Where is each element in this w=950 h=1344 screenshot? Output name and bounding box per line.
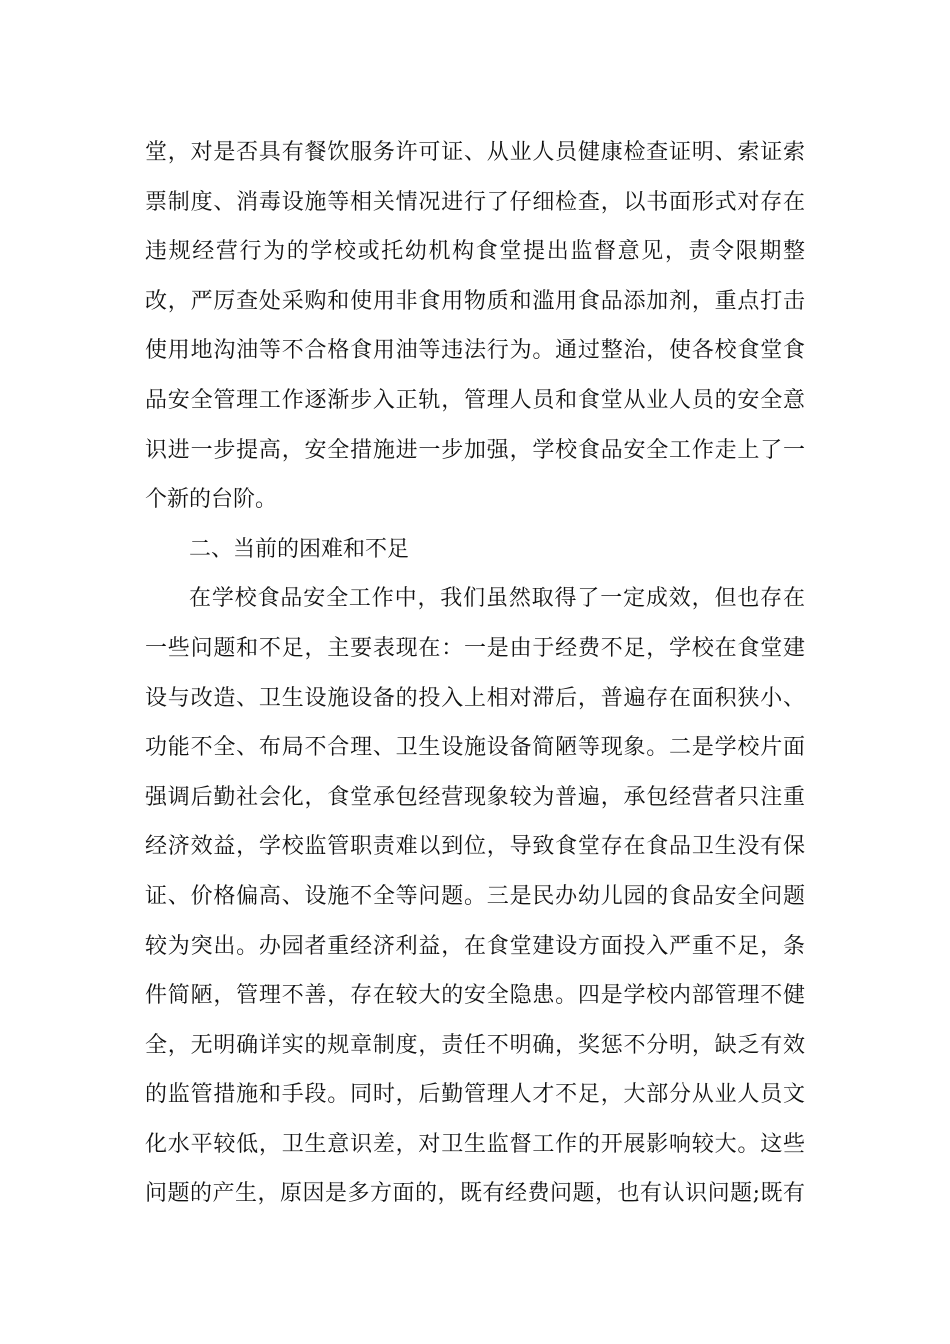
text-line: 设与改造、卫生设施设备的投入上相对滞后，普遍存在面积狭小、	[145, 685, 805, 711]
text-line: 票制度、消毒设施等相关情况进行了仔细检查，以书面形式对存在	[145, 189, 805, 215]
text-line: 的监管措施和手段。同时，后勤管理人才不足，大部分从业人员文	[145, 1082, 805, 1108]
text-line: 问题的产生，原因是多方面的，既有经费问题，也有认识问题;既有	[145, 1181, 805, 1207]
section-heading: 二、当前的困难和不足	[189, 536, 410, 562]
text-line: 一些问题和不足，主要表现在：一是由于经费不足，学校在食堂建	[145, 635, 805, 661]
text-line: 较为突出。办园者重经济利益，在食堂建设方面投入严重不足，条	[145, 933, 805, 959]
text-line: 强调后勤社会化，食堂承包经营现象较为普遍，承包经营者只注重	[145, 784, 805, 810]
text-line: 违规经营行为的学校或托幼机构食堂提出监督意见，责令限期整	[145, 239, 805, 265]
text-line: 证、价格偏高、设施不全等问题。三是民办幼儿园的食品安全问题	[145, 883, 805, 909]
text-line: 堂，对是否具有餐饮服务许可证、从业人员健康检查证明、索证索	[145, 140, 805, 165]
text-line: 功能不全、布局不合理、卫生设施设备简陋等现象。二是学校片面	[145, 735, 805, 761]
document-body	[145, 128, 805, 1219]
text-line: 件简陋，管理不善，存在较大的安全隐患。四是学校内部管理不健	[145, 983, 805, 1009]
text-line: 在学校食品安全工作中，我们虽然取得了一定成效，但也存在	[189, 586, 805, 612]
text-line: 经济效益，学校监管职责难以到位，导致食堂存在食品卫生没有保	[145, 834, 805, 860]
text-line: 改，严厉查处采购和使用非食用物质和滥用食品添加剂，重点打击	[145, 288, 805, 314]
text-line: 个新的台阶。	[145, 487, 278, 513]
text-line: 化水平较低，卫生意识差，对卫生监督工作的开展影响较大。这些	[145, 1131, 805, 1157]
text-line: 品安全管理工作逐渐步入正轨，管理人员和食堂从业人员的安全意	[145, 387, 805, 413]
text-line: 识进一步提高，安全措施进一步加强，学校食品安全工作走上了一	[145, 437, 805, 463]
text-line: 全，无明确详实的规章制度，责任不明确，奖惩不分明，缺乏有效	[145, 1032, 805, 1058]
text-line: 使用地沟油等不合格食用油等违法行为。通过整治，使各校食堂食	[145, 338, 805, 364]
